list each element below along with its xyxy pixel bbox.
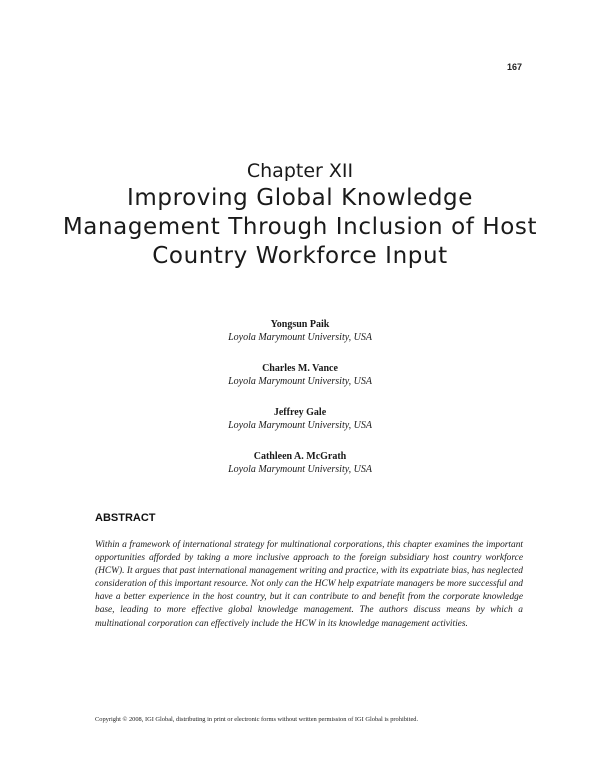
abstract-body: Within a framework of international strategy for multinational corporations, this chapter examines the important opportunities afforded by taking a more inclusive approach to the foreign subsidiary host country workforce (HCW). It argues that past international management writing and practice, with its expatriate bias, has neglected consideration of this important resource. Not only can the HCW help expatriate managers be more successful and have a better experience in the host country, but it can contribute to and benefit from the corporate knowledge base, leading to more effective global knowledge management. The authors discuss means by which a multinational corporation can effectively include the HCW in its knowledge management activities. <box>95 540 523 629</box>
author-block <box>0 450 600 476</box>
author-name: Jeffrey Gale <box>273 407 327 418</box>
copyright-notice: Copyright © 2008, IGI Global, distributing in print or electronic forms without written permission of IGI Global is prohibited. <box>95 716 419 723</box>
author-block <box>0 406 600 432</box>
page-number: 167 <box>506 62 522 72</box>
author-affiliation: Loyola Marymount University, USA <box>228 332 372 343</box>
author-name: Yongsun Paik <box>270 319 330 330</box>
author-name: Charles M. Vance <box>262 363 338 374</box>
author-list <box>0 318 600 494</box>
author-block <box>0 318 600 344</box>
author-name: Cathleen A. McGrath <box>253 451 347 462</box>
author-affiliation: Loyola Marymount University, USA <box>228 464 372 475</box>
author-affiliation: Loyola Marymount University, USA <box>228 376 372 387</box>
abstract-heading: ABSTRACT <box>95 512 156 524</box>
author-affiliation: Loyola Marymount University, USA <box>228 420 372 431</box>
chapter-label: Chapter XII <box>246 160 354 182</box>
chapter-title: Improving Global Knowledge Management Through Inclusion of Host Country Workforce Input <box>62 185 538 269</box>
author-block <box>0 362 600 388</box>
